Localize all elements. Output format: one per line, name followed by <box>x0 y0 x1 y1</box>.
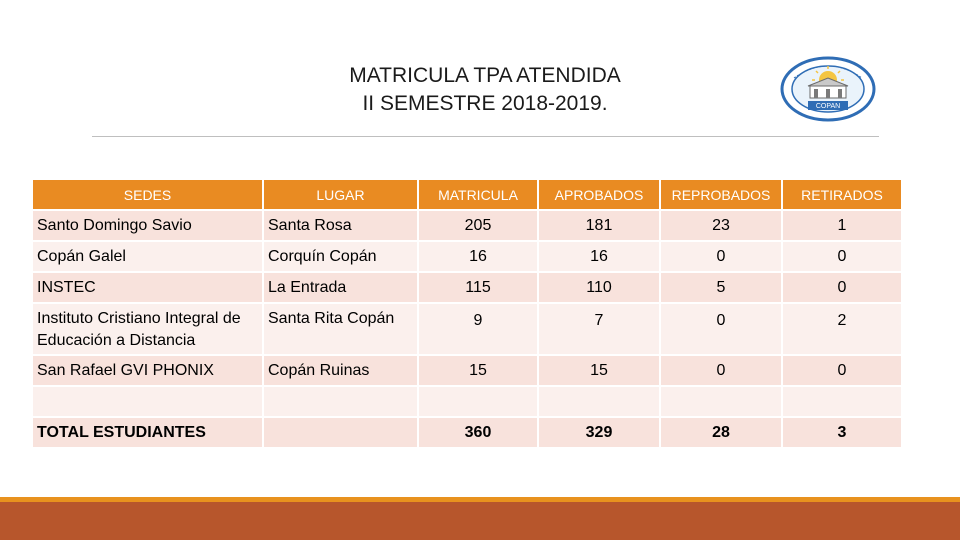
header-aprobados: APROBADOS <box>539 180 659 211</box>
table-row <box>33 273 901 304</box>
cell-matricula: 9 <box>419 304 537 356</box>
cell-matricula: 16 <box>419 242 537 273</box>
cell-empty <box>33 387 262 418</box>
logo-bottom-text: COPAN <box>815 103 841 110</box>
cell-sede: Copán Galel <box>33 242 262 273</box>
cell-sede: Santo Domingo Savio <box>33 211 262 242</box>
table-row <box>33 356 901 387</box>
slide-title-line1: MATRICULA TPA ATENDIDA <box>349 64 621 87</box>
table-row <box>33 242 901 273</box>
cell-sede: San Rafael GVI PHONIX <box>33 356 262 387</box>
header-reprobados: REPROBADOS <box>661 180 781 211</box>
cell-retirados: 1 <box>783 211 901 242</box>
cell-lugar: Copán Ruinas <box>264 356 417 387</box>
cell-matricula: 15 <box>419 356 537 387</box>
footer-bar <box>0 502 960 540</box>
cell-reprobados: 0 <box>661 356 781 387</box>
total-matricula: 360 <box>419 418 537 449</box>
table-header-row <box>33 180 901 211</box>
cell-aprobados: 181 <box>539 211 659 242</box>
cell-retirados: 0 <box>783 242 901 273</box>
cell-aprobados: 110 <box>539 273 659 304</box>
cell-empty <box>264 387 417 418</box>
total-aprobados: 329 <box>539 418 659 449</box>
table-row <box>33 304 901 356</box>
total-reprobados: 28 <box>661 418 781 449</box>
table-row <box>33 211 901 242</box>
cell-retirados: 0 <box>783 273 901 304</box>
cell-sede: INSTEC <box>33 273 262 304</box>
cell-matricula: 115 <box>419 273 537 304</box>
cell-reprobados: 5 <box>661 273 781 304</box>
total-retirados: 3 <box>783 418 901 449</box>
table-total-row <box>33 418 901 449</box>
cell-empty <box>661 387 781 418</box>
slide-title <box>250 62 720 118</box>
cell-lugar: Santa Rosa <box>264 211 417 242</box>
table-row-empty <box>33 387 901 418</box>
cell-sede: Instituto Cristiano Integral de Educación a Distancia <box>33 304 262 356</box>
header-lugar: LUGAR <box>264 180 417 211</box>
cell-lugar: Santa Rita Copán <box>264 304 417 356</box>
header-retirados: RETIRADOS <box>783 180 901 211</box>
cell-retirados: 0 <box>783 356 901 387</box>
cell-matricula: 205 <box>419 211 537 242</box>
cell-lugar: La Entrada <box>264 273 417 304</box>
title-divider <box>92 136 879 137</box>
cell-empty <box>783 387 901 418</box>
slide-title-line2: II SEMESTRE 2018-2019. <box>362 92 608 115</box>
school-seal-logo <box>780 56 876 122</box>
cell-aprobados: 16 <box>539 242 659 273</box>
cell-reprobados: 0 <box>661 304 781 356</box>
cell-retirados: 2 <box>783 304 901 356</box>
total-label: TOTAL ESTUDIANTES <box>33 418 262 449</box>
cell-reprobados: 23 <box>661 211 781 242</box>
cell-aprobados: 15 <box>539 356 659 387</box>
total-lugar <box>264 418 417 449</box>
enrollment-table <box>31 180 903 449</box>
cell-aprobados: 7 <box>539 304 659 356</box>
cell-lugar: Corquín Copán <box>264 242 417 273</box>
cell-reprobados: 0 <box>661 242 781 273</box>
header-sedes: SEDES <box>33 180 262 211</box>
cell-empty <box>539 387 659 418</box>
cell-empty <box>419 387 537 418</box>
header-matricula: MATRICULA <box>419 180 537 211</box>
